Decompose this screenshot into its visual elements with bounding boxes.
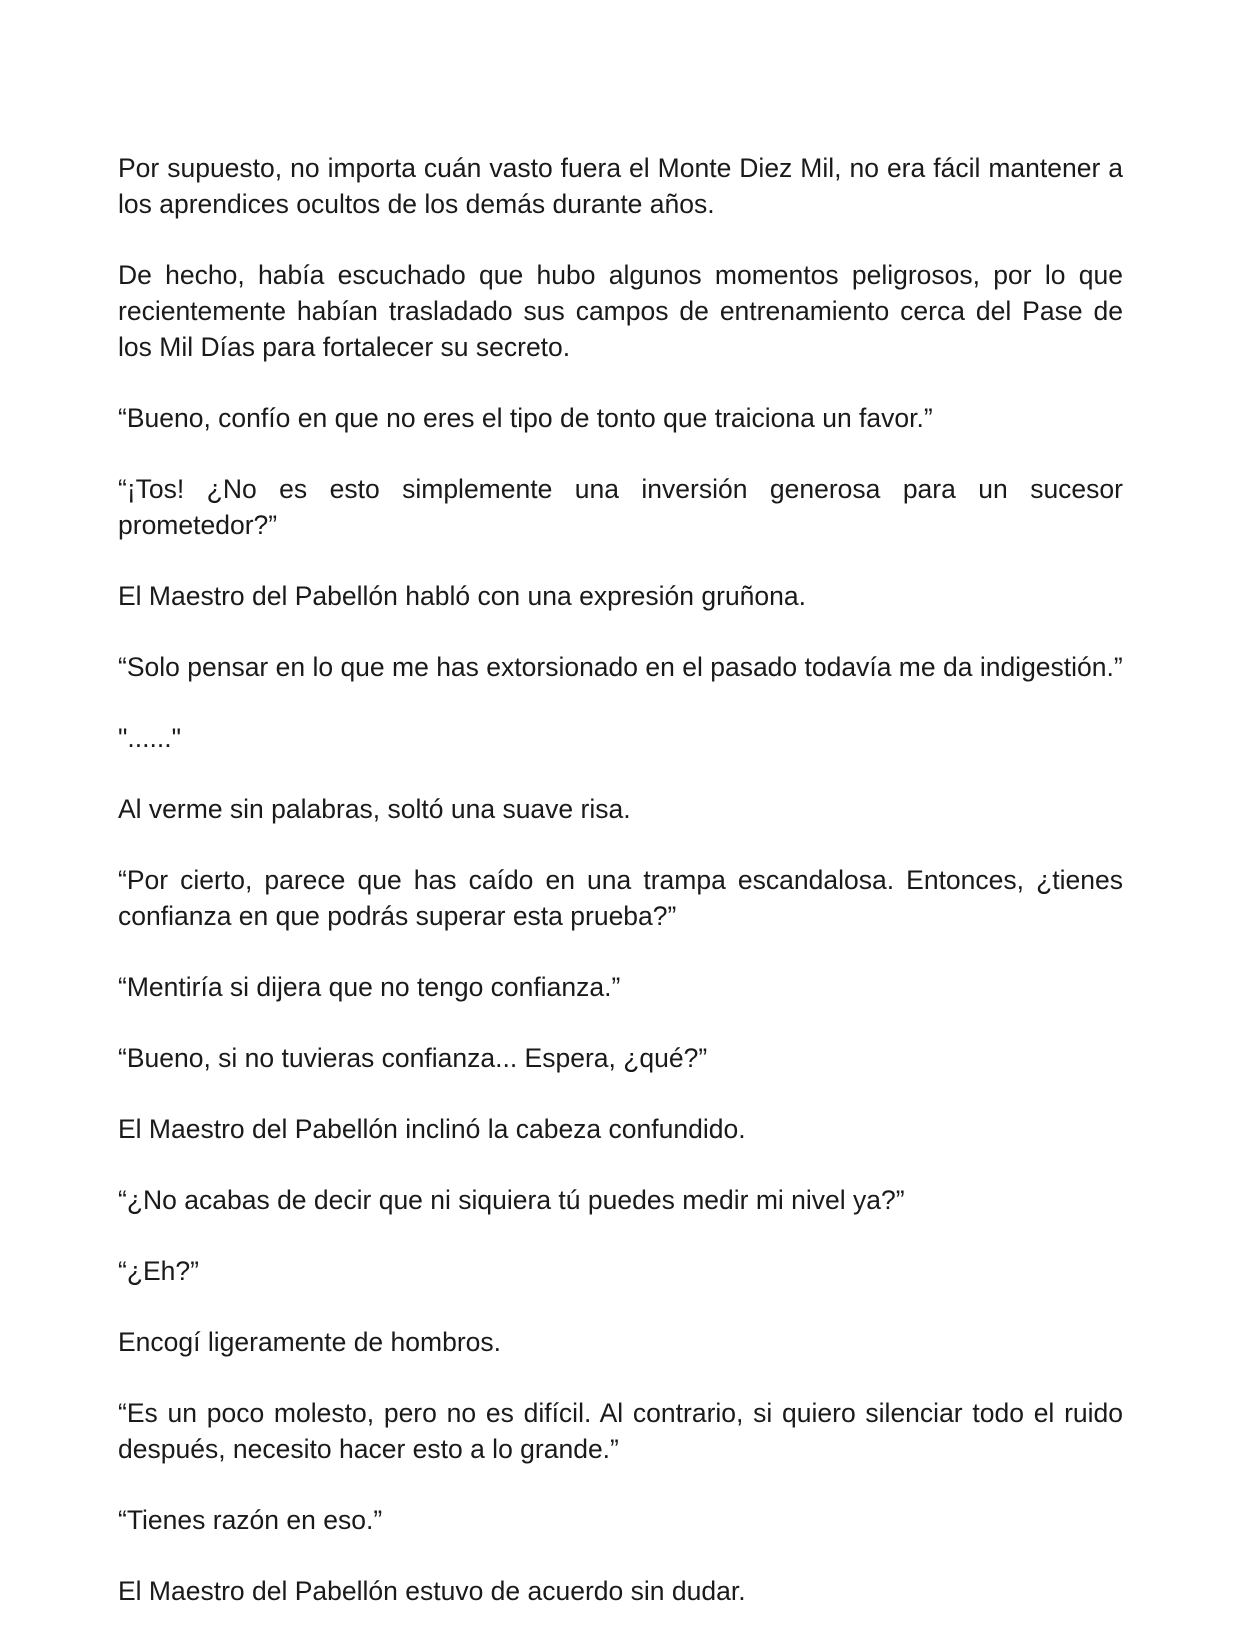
paragraph: De hecho, había escuchado que hubo algunos momentos peligrosos, por lo que recientemente habían trasladado sus campos de entrenamiento cerca del Pase de los Mil Días para fortalecer su secreto. [118, 260, 1123, 362]
paragraph: “Tienes razón en eso.” [118, 1505, 383, 1535]
paragraph: El Maestro del Pabellón habló con una expresión gruñona. [118, 581, 806, 611]
paragraph: Al verme sin palabras, soltó una suave risa. [118, 794, 631, 824]
paragraph: “Mentiría si dijera que no tengo confianza.” [118, 972, 621, 1002]
paragraph: Por supuesto, no importa cuán vasto fuera el Monte Diez Mil, no era fácil mantener a los aprendices ocultos de los demás durante años. [118, 153, 1123, 219]
paragraph: “¿No acabas de decir que ni siquiera tú puedes medir mi nivel ya?” [118, 1185, 905, 1215]
paragraph: “Solo pensar en lo que me has extorsionado en el pasado todavía me da indigestión.” [118, 652, 1123, 682]
paragraph: "......" [118, 723, 181, 753]
paragraph: “Bueno, si no tuvieras confianza... Espera, ¿qué?” [118, 1043, 708, 1073]
paragraph: “Por cierto, parece que has caído en una trampa escandalosa. Entonces, ¿tienes confianza en que podrás superar esta prueba?” [118, 865, 1123, 931]
paragraph: “¡Tos! ¿No es esto simplemente una inversión generosa para un sucesor prometedor?” [118, 474, 1123, 540]
paragraph: El Maestro del Pabellón inclinó la cabeza confundido. [118, 1114, 746, 1144]
paragraph: “Bueno, confío en que no eres el tipo de tonto que traiciona un favor.” [118, 403, 933, 433]
document-body [118, 150, 1123, 1644]
paragraph: “Es un poco molesto, pero no es difícil. Al contrario, si quiero silenciar todo el ruido después, necesito hacer esto a lo grande.” [118, 1398, 1123, 1464]
paragraph: El Maestro del Pabellón estuvo de acuerdo sin dudar. [118, 1576, 746, 1606]
paragraph: “¿Eh?” [118, 1256, 199, 1286]
paragraph: Encogí ligeramente de hombros. [118, 1327, 501, 1357]
